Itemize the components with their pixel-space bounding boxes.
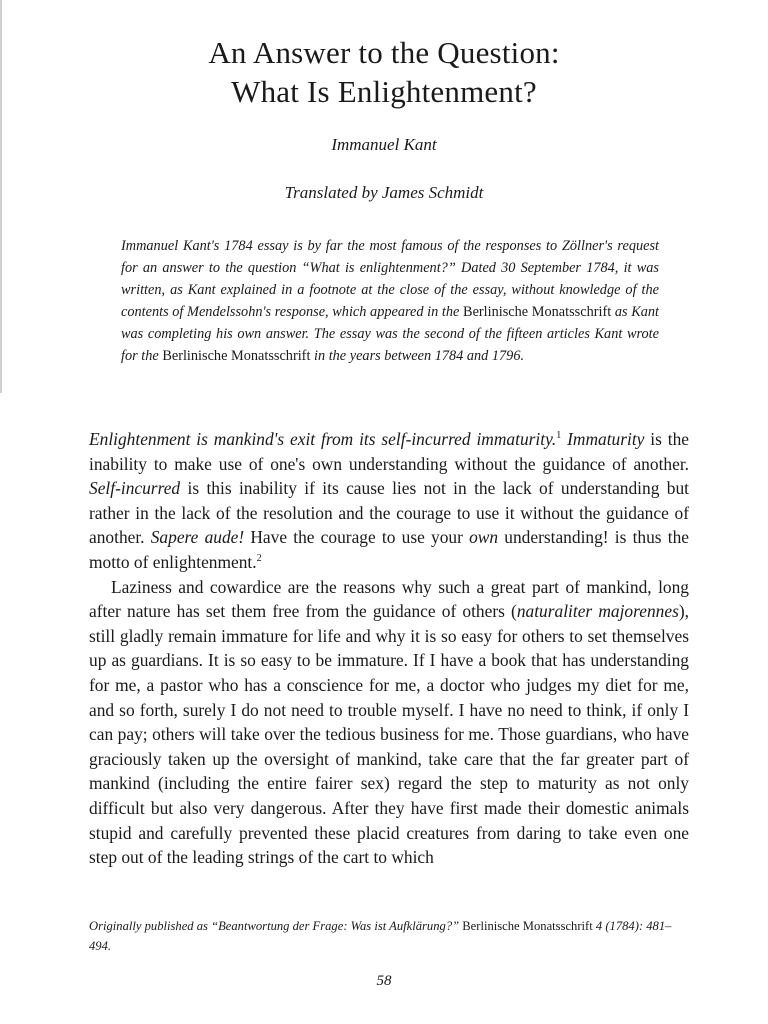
body-text <box>89 427 689 870</box>
abstract-text-1: Immanuel Kant's 1784 essay is by far the most famous of the responses to Zöllner's request for an answer to the question “What is enlightenment?” Dated 30 September 1784, it was written, as Kant explained in a footnote at the close of the essay, without knowledge of the contents of Mendelssohn's response, which appeared in the <box>121 238 659 320</box>
journal-name: Berlinische Monatsschrift <box>162 348 311 364</box>
text-span: ), still gladly remain immature for life and why it is so easy for others to set themselves up as guardians. It is so easy to be immature. If I have a book that has understanding for me, a pastor who has a conscience for me, a doctor who judges my diet for me, and so forth, surely I do not need to trouble myself. I have no need to think, if only I can pay; others will take over the tedious business for me. Those guardians, who have graciously taken up the oversight of mankind, take care that the far greater part of mankind (including the entire fairer sex) regard the step to maturity as not only difficult but also very dangerous. After they have first made their domestic animals stupid and carefully prevented these placid creatures from daring to take even one step out of the leading strings of the cart to which <box>89 601 689 868</box>
title-line-2: What Is Enlightenment? <box>231 74 537 109</box>
emphasis-own: own <box>469 527 499 548</box>
text-span: is this inability if its cause lies not in the lack of understanding but rather in the lack of the resolution and the courage to use it without the guidance of another. <box>89 478 689 548</box>
enlightenment-definition: Enlightenment is mankind's exit from its self-incurred immaturity. <box>89 429 557 449</box>
paragraph-2 <box>89 575 689 870</box>
abstract-text-2: as Kant was completing his own answer. The essay was the second of the fifteen articles Kant wrote for the <box>121 304 659 364</box>
text-span: Have the courage to use your <box>244 527 470 548</box>
footnote-marker-1: 1 <box>556 430 562 442</box>
text-span: is the inability to make use of one's own understanding without the guidance of another. <box>89 429 689 474</box>
emphasis-latin: naturaliter majorennes <box>516 601 679 622</box>
publication-footnote <box>89 916 693 956</box>
footnote-text-2: 4 (1784): 481–494. <box>89 919 672 953</box>
paragraph-1 <box>89 427 689 575</box>
emphasis-sapere-aude: Sapere aude! <box>150 527 245 548</box>
footnote-text-1: Originally published as “Beantwortung der Frage: Was ist Aufklärung?” <box>89 919 463 933</box>
emphasis-immaturity: Immaturity <box>567 429 645 449</box>
journal-name: Berlinische Monatsschrift <box>462 919 593 933</box>
title-line-1: An Answer to the Question: <box>208 35 560 70</box>
text-span: Laziness and cowardice are the reasons why such a great part of mankind, long after nature has set them free from the guidance of others ( <box>89 576 689 622</box>
abstract <box>121 235 659 367</box>
journal-name: Berlinische Monatsschrift <box>463 304 612 320</box>
page-number: 58 <box>376 973 392 989</box>
footnote-marker-2: 2 <box>256 553 262 565</box>
text-span: understanding! is thus the motto of enlightenment. <box>89 527 689 572</box>
author-name: Immanuel Kant <box>331 135 437 154</box>
abstract-text-3: in the years between 1784 and 1796. <box>310 348 525 364</box>
translator-credit: Translated by James Schmidt <box>284 183 484 202</box>
emphasis-self-incurred: Self-incurred <box>89 478 181 499</box>
